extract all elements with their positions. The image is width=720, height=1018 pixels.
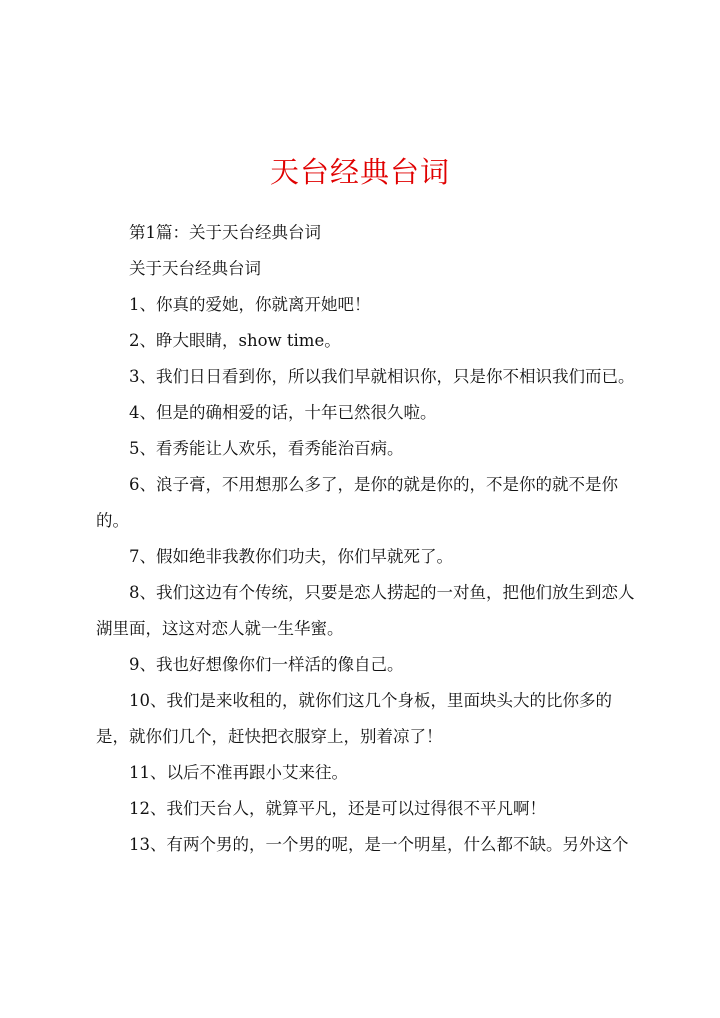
quote-line-5: 5、看秀能让人欢乐，看秀能治百病。	[129, 439, 404, 458]
quote-line-7: 7、假如绝非我教你们功夫，你们早就死了。	[129, 547, 453, 566]
document-title: 天台经典台词	[269, 155, 450, 189]
quote-line-1: 1、你真的爱她，你就离开她吧！	[129, 295, 371, 314]
document-body	[96, 215, 636, 863]
quote-line-10: 10、我们是来收租的，就你们这几个身板，里面块头大的比你多的是，就你们几个，赶快把衣服穿上，别着凉了！	[96, 691, 612, 746]
quote-line-3: 3、我们日日看到你，所以我们早就相识你，只是你不相识我们而已。	[129, 367, 635, 386]
quote-line-13: 13、有两个男的，一个男的呢，是一个明星，什么都不缺。另外这个	[129, 835, 629, 854]
quote-line-4: 4、但是的确相爱的话，十年已然很久啦。	[129, 403, 437, 422]
quote-line-11: 11、以后不准再跟小艾来往。	[129, 763, 348, 782]
section-heading: 第1篇：关于天台经典台词	[129, 223, 321, 242]
quote-line-9: 9、我也好想像你们一样活的像自己。	[129, 655, 404, 674]
quote-line-2: 2、睁大眼睛，show time。	[129, 331, 341, 350]
intro-line: 关于天台经典台词	[129, 259, 261, 278]
quote-line-8: 8、我们这边有个传统，只要是恋人捞起的一对鱼，把他们放生到恋人湖里面，这这对恋人就一生华蜜。	[96, 583, 635, 638]
quote-line-12: 12、我们天台人，就算平凡，还是可以过得很不平凡啊！	[129, 799, 546, 818]
quote-line-6: 6、浪子膏，不用想那么多了，是你的就是你的，不是你的就不是你的。	[96, 475, 618, 530]
